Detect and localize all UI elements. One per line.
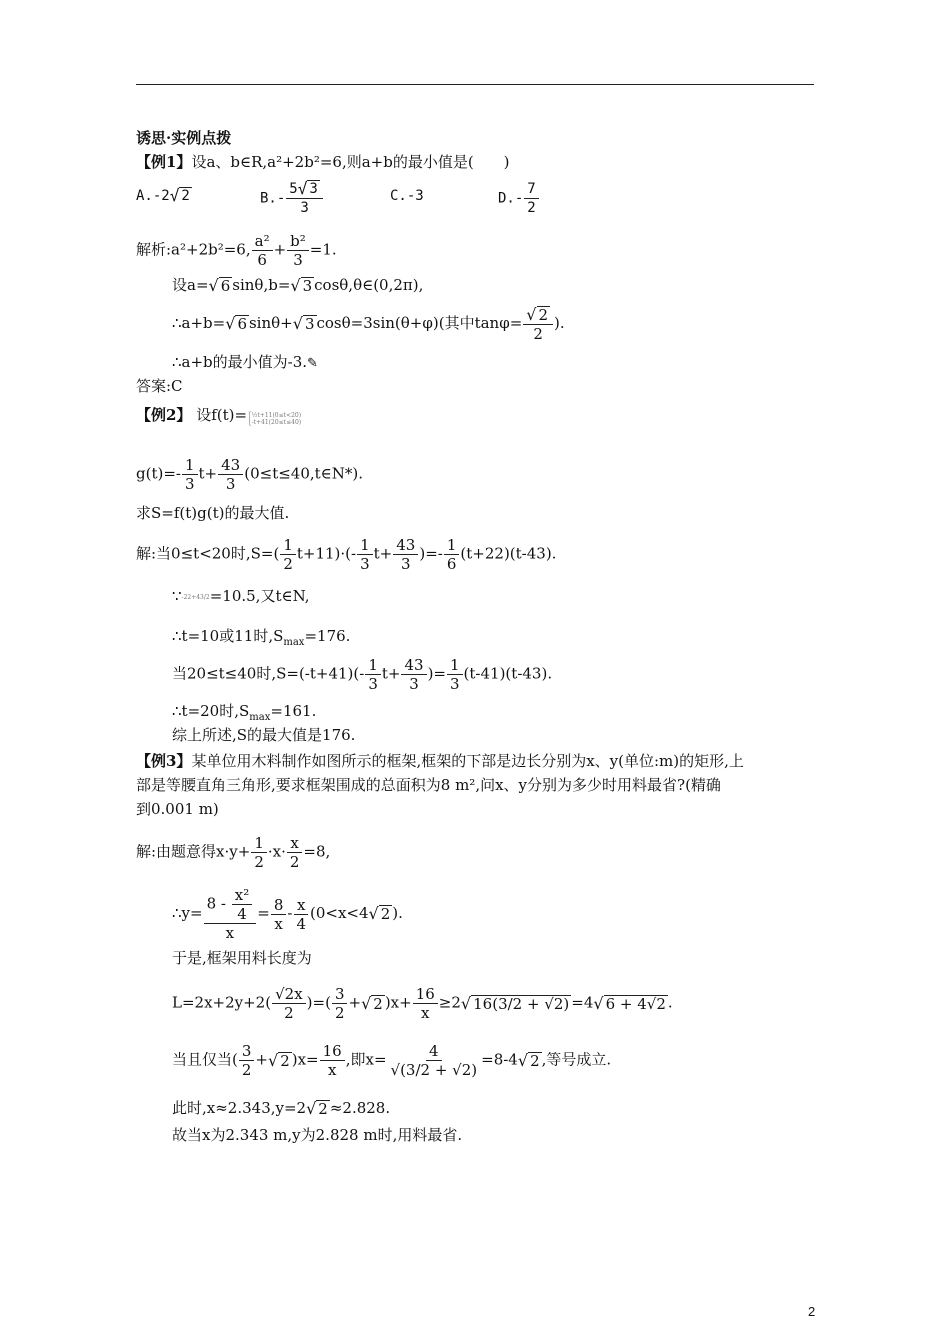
ex1-question-text: 设a、b∈R,a²+2b²=6,则a+b的最小值是( ) — [191, 153, 510, 171]
ex2-intro: 【例2】 设f(t)=⎧½t+11(0≤t<20) ⎩-t+41(20≤t≤40) — [136, 406, 302, 426]
ex2-g-definition: g(t)=- $\frac{1}{3}$ t+ $\frac{43}{3}$ (0≤t≤40,t∈N*). — [136, 456, 364, 493]
ex2-solution-line4: 当20≤t≤40时,S=(-t+41)(- $\frac{1}{3}$ t+ $\frac{43}{3}$ )= $\frac{1}{3}$ (t-41)(t-43). — [172, 656, 553, 693]
ex2-tag: 【例2】 — [136, 406, 192, 424]
header-rule — [136, 84, 814, 85]
ex2-solution-line2: ∵-22+43/2=10.5,又t∈N, — [172, 587, 310, 605]
ex3-solution-line5: 当且仅当( $\frac{3}{2}$ + √ 2 )x= $\frac{16}{x}$ ,即x= $\frac{4}{√(3/2 + √2)}$ =8-4 √ 2 ,等号成立. — [172, 1042, 612, 1079]
ex1-option-a: A.-2 √ 2 — [136, 186, 190, 205]
ex3-solution-line6: 此时,x≈2.343,y=2 √ 2 ≈2.828. — [172, 1099, 391, 1118]
ex3-tag: 【例3】 — [136, 752, 192, 770]
ex1-answer: 答案:C — [136, 377, 183, 395]
page-number: 2 — [808, 1304, 816, 1319]
ex3-question-line3: 到0.001 m) — [136, 800, 219, 818]
ex2-solution-line1: 解:当0≤t<20时,S=( $\frac{1}{2}$ t+11)·(- $\frac{1}{3}$ t+ $\frac{43}{3}$ )=- $\frac{1}{6}$ (t+22)(t-43). — [136, 536, 557, 573]
ex3-solution-line4: L=2x+2y+2( $\frac{√2x}{2}$ )=( $\frac{3}{2}$ + √ 2 )x+ $\frac{16}{x}$ ≥2 √ 16(3/2 + √2) =4 √ 6 + 4√2 . — [172, 985, 673, 1022]
ex3-conclusion: 故当x为2.343 m,y为2.828 m时,用料最省. — [172, 1126, 463, 1144]
ex1-option-c: C.-3 — [390, 188, 424, 204]
ex1-tag: 【例1】 — [136, 153, 192, 171]
ex1-solution-line2: 设a= √ 6 sinθ,b= √ 3 cosθ,θ∈(0,2π), — [172, 276, 424, 295]
ex3-solution-line3: 于是,框架用料长度为 — [172, 949, 312, 967]
ex1-solution-line1: 解析:a²+2b²=6, $\frac{\text{a²}}{6}$ + $\frac{\text{b²}}{3}$ =1. — [136, 232, 337, 269]
ex1-solution-line3: ∴a+b= √ 6 sinθ+ √ 3 cosθ=3sin(θ+φ)(其中tanφ= √ 2 2 ). — [172, 305, 565, 343]
ex1-question — [136, 152, 510, 172]
section-heading: 诱思·实例点拨 — [136, 129, 232, 147]
ex2-conclusion: 综上所述,S的最大值是176. — [172, 726, 356, 744]
ex3-solution-line1: 解:由题意得x·y+ $\frac{1}{2}$ ·x· $\frac{x}{2}$ =8, — [136, 834, 331, 871]
ex2-ask: 求S=f(t)g(t)的最大值. — [136, 504, 290, 522]
ex2-solution-line5: ∴t=20时$,S_{max}=161$. — [172, 702, 317, 723]
ex3-question-line2: 部是等腰直角三角形,要求框架围成的总面积为8 m²,问x、y分别为多少时用料最省?(精确 — [136, 776, 721, 794]
ex3-solution-line2: ∴y= 8 - $\frac{\text{x²}}{4}$ x = $\frac{8}{x}$ - $\frac{x}{4}$ (0<x<4 √ 2 ). — [172, 886, 403, 942]
ex2-solution-line3: ∴t=10或11时$,S_{max}=176$. — [172, 627, 351, 648]
ex1-solution-line4: ∴a+b的最小值为-3.✎ — [172, 353, 318, 371]
ex1-option-d: D.- $\frac{7}{2}$ — [498, 180, 540, 217]
curl-mark-icon: ✎ — [307, 356, 318, 371]
ex3-question-line1: 【例3】某单位用木料制作如图所示的框架,框架的下部是边长分别为x、y(单位:m)的矩形,上 — [136, 752, 744, 770]
ex1-option-b: B.- 5 √ 3 3 — [260, 180, 324, 217]
